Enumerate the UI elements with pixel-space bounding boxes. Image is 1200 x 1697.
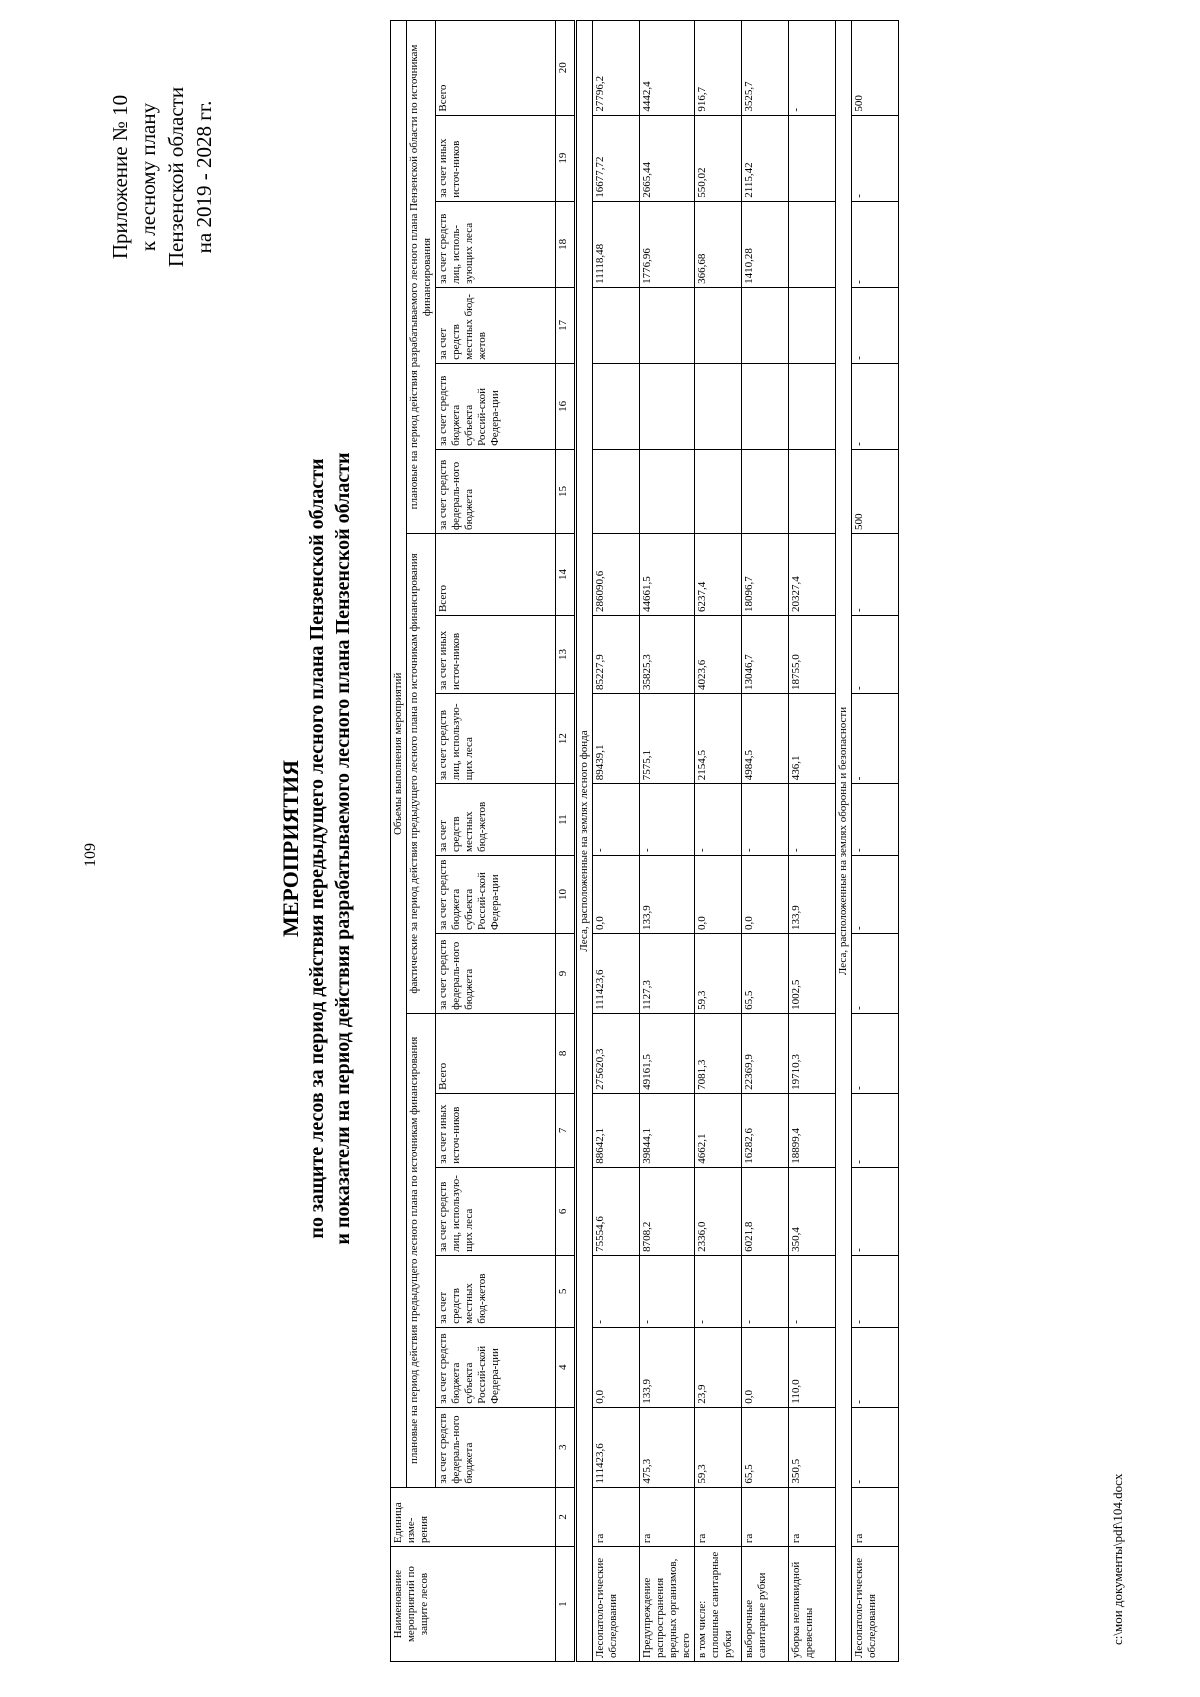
value-cell: 0,0 [593, 1327, 640, 1407]
header-name: Наименование мероприятий по защите лесов [391, 1547, 556, 1662]
value-cell: 44661,5 [640, 534, 695, 616]
value-cell: 1127,3 [640, 933, 695, 1013]
value-cell: 2154,5 [695, 693, 742, 783]
file-path-footer: c:\мои документы\pdf\104.docx [1110, 1473, 1125, 1645]
header-unit: Единица изме-рения [391, 1487, 556, 1546]
value-cell [593, 363, 640, 449]
column-number: 11 [556, 784, 576, 856]
value-cell: 4984,5 [742, 693, 789, 783]
value-cell: 366,68 [695, 201, 742, 287]
value-cell: 16282,6 [742, 1093, 789, 1167]
appendix-line: к лесному плану [136, 102, 160, 252]
appendix-line: Приложение № 10 [108, 94, 132, 260]
value-cell: 350,4 [789, 1167, 836, 1255]
value-cell: 2115,42 [742, 115, 789, 201]
table-row [789, 21, 836, 1662]
header-source: за счет средств местных бюд-жетов [436, 784, 556, 856]
value-cell: - [593, 1255, 640, 1327]
page-number: 109 [82, 843, 99, 867]
value-cell: 19710,3 [789, 1013, 836, 1093]
column-number: 16 [556, 363, 576, 449]
value-cell: 20327,4 [789, 534, 836, 616]
value-cell [640, 449, 695, 533]
column-number: 7 [556, 1093, 576, 1167]
value-cell: - [852, 363, 899, 449]
header-source: за счет средств бюджета субъекта Россий-ской Федера-ции [436, 1327, 556, 1407]
unit-cell: га [593, 1487, 640, 1546]
value-cell: 59,3 [695, 933, 742, 1013]
measure-name: Лесопатоло-гические обследования [852, 1547, 899, 1662]
measure-name: уборка неликвидной древесины [789, 1547, 836, 1662]
value-cell: 2665,44 [640, 115, 695, 201]
value-cell [695, 449, 742, 533]
measure-name: Лесопатоло-гические обследования [593, 1547, 640, 1662]
measure-name: выборочные санитарные рубки [742, 1547, 789, 1662]
column-number: 2 [556, 1487, 576, 1546]
value-cell: - [695, 784, 742, 856]
column-number: 10 [556, 856, 576, 934]
column-number: 13 [556, 616, 576, 694]
value-cell [789, 449, 836, 533]
value-cell: 111423,6 [593, 1407, 640, 1487]
value-cell: 500 [852, 449, 899, 533]
value-cell: 8708,2 [640, 1167, 695, 1255]
value-cell: 18755,0 [789, 616, 836, 694]
value-cell: 65,5 [742, 1407, 789, 1487]
column-number: 17 [556, 287, 576, 363]
value-cell: - [852, 693, 899, 783]
value-cell: 6021,8 [742, 1167, 789, 1255]
value-cell: 0,0 [742, 856, 789, 934]
value-cell: - [852, 115, 899, 201]
column-number: 4 [556, 1327, 576, 1407]
header-source: за счет иных источ-ников [436, 616, 556, 694]
value-cell: 4662,1 [695, 1093, 742, 1167]
value-cell: - [742, 784, 789, 856]
value-cell: - [852, 1407, 899, 1487]
value-cell: 0,0 [695, 856, 742, 934]
column-number: 20 [556, 21, 576, 116]
value-cell [593, 449, 640, 533]
value-cell: 88642,1 [593, 1093, 640, 1167]
value-cell: 23,9 [695, 1327, 742, 1407]
value-cell: 916,7 [695, 21, 742, 116]
header-source: за счет средств лиц, использую-щих леса [436, 693, 556, 783]
column-number: 9 [556, 933, 576, 1013]
value-cell: 27796,2 [593, 21, 640, 116]
value-cell [742, 287, 789, 363]
value-cell: - [852, 1167, 899, 1255]
value-cell [789, 287, 836, 363]
appendix-line: на 2019 - 2028 гг. [192, 100, 216, 254]
header-source: за счет иных источ-ников [436, 115, 556, 201]
header-volumes: Объемы выполнения мероприятий [391, 21, 407, 1488]
value-cell: 39844,1 [640, 1093, 695, 1167]
table-row [742, 21, 789, 1662]
value-cell: 16677,72 [593, 115, 640, 201]
table-row [852, 21, 899, 1662]
value-cell: 35825,3 [640, 616, 695, 694]
value-cell: 13046,7 [742, 616, 789, 694]
value-cell [640, 363, 695, 449]
value-cell: 0,0 [593, 856, 640, 934]
column-number: 12 [556, 693, 576, 783]
value-cell: - [852, 856, 899, 934]
value-cell: - [593, 784, 640, 856]
column-number: 15 [556, 449, 576, 533]
value-cell [789, 363, 836, 449]
column-number: 3 [556, 1407, 576, 1487]
title-line-1: МЕРОПРИЯТИЯ [278, 759, 303, 938]
value-cell: - [742, 1255, 789, 1327]
value-cell: 1002,5 [789, 933, 836, 1013]
value-cell: 7575,1 [640, 693, 695, 783]
value-cell: - [695, 1255, 742, 1327]
header-planned-prev: плановые на период действия предыдущего лесного плана по источникам финансирования [407, 1013, 436, 1487]
value-cell [695, 363, 742, 449]
value-cell: 133,9 [789, 856, 836, 934]
header-actual-prev: фактические за период действия предыдущего лесного плана по источникам финансирования [407, 534, 436, 1014]
value-cell: - [852, 784, 899, 856]
appendix-line: Пензенской области [164, 86, 188, 268]
value-cell: - [852, 1093, 899, 1167]
section-header: Леса, расположенные на землях лесного фонда [576, 21, 593, 1662]
value-cell [742, 449, 789, 533]
value-cell: 65,5 [742, 933, 789, 1013]
value-cell: 133,9 [640, 1327, 695, 1407]
value-cell: - [789, 21, 836, 116]
value-cell [640, 287, 695, 363]
unit-cell: га [695, 1487, 742, 1546]
unit-cell: га [742, 1487, 789, 1546]
measures-table [390, 20, 899, 1662]
title-line-2: по защите лесов за период действия передыдущего лесного плана Пензенской области [306, 458, 328, 1239]
value-cell: 22369,9 [742, 1013, 789, 1093]
value-cell: - [852, 1255, 899, 1327]
value-cell: 2336,0 [695, 1167, 742, 1255]
header-source: за счет средств местных бюд-жетов [436, 287, 556, 363]
section-header: Леса, расположенные на землях обороны и безопасности [836, 21, 852, 1662]
value-cell: 4442,4 [640, 21, 695, 116]
table-row [695, 21, 742, 1662]
value-cell: 18899,4 [789, 1093, 836, 1167]
header-source: за счет средств лиц, исполь-зующих леса [436, 201, 556, 287]
value-cell: 350,5 [789, 1407, 836, 1487]
header-source: за счет средств местных бюд-жетов [436, 1255, 556, 1327]
value-cell: 286090,6 [593, 534, 640, 616]
column-number: 1 [556, 1547, 576, 1662]
value-cell: - [640, 784, 695, 856]
value-cell: 133,9 [640, 856, 695, 934]
value-cell: 6237,4 [695, 534, 742, 616]
value-cell: 85227,9 [593, 616, 640, 694]
column-number: 8 [556, 1013, 576, 1093]
column-number: 14 [556, 534, 576, 616]
value-cell: - [852, 287, 899, 363]
value-cell: 4023,6 [695, 616, 742, 694]
table-row [593, 21, 640, 1662]
value-cell: 3525,7 [742, 21, 789, 116]
value-cell: - [852, 933, 899, 1013]
value-cell: 75554,6 [593, 1167, 640, 1255]
column-number: 5 [556, 1255, 576, 1327]
value-cell: 1410,28 [742, 201, 789, 287]
appendix-note [106, 17, 218, 337]
value-cell: - [852, 616, 899, 694]
header-source: за счет иных источ-ников [436, 1093, 556, 1167]
header-source: за счет средств лиц, использую-щих леса [436, 1167, 556, 1255]
value-cell: - [640, 1255, 695, 1327]
value-cell: 89439,1 [593, 693, 640, 783]
header-source: за счет средств федераль-ного бюджета [436, 449, 556, 533]
value-cell: - [789, 1255, 836, 1327]
unit-cell: га [852, 1487, 899, 1546]
value-cell: 49161,5 [640, 1013, 695, 1093]
measure-name: в том числе: сплошные санитарные рубки [695, 1547, 742, 1662]
value-cell: - [852, 201, 899, 287]
unit-cell: га [640, 1487, 695, 1546]
value-cell [593, 287, 640, 363]
header-source: Всего [436, 1013, 556, 1093]
value-cell: 475,3 [640, 1407, 695, 1487]
value-cell: 11118,48 [593, 201, 640, 287]
header-source: за счет средств федераль-ного бюджета [436, 1407, 556, 1487]
column-number: 19 [556, 115, 576, 201]
document-title [278, 130, 356, 1567]
unit-cell: га [789, 1487, 836, 1546]
value-cell: 436,1 [789, 693, 836, 783]
value-cell: 111423,6 [593, 933, 640, 1013]
value-cell: - [852, 1327, 899, 1407]
value-cell [789, 201, 836, 287]
header-planned-new: плановые на период действия разрабатываемого лесного плана Пензенской области по источникам финансирования [407, 21, 436, 534]
value-cell: 59,3 [695, 1407, 742, 1487]
value-cell: 7081,3 [695, 1013, 742, 1093]
value-cell [742, 363, 789, 449]
header-source: за счет средств федераль-ного бюджета [436, 933, 556, 1013]
value-cell: 500 [852, 21, 899, 116]
measure-name: Предупреждение распространения вредных организмов, всего [640, 1547, 695, 1662]
column-number: 18 [556, 201, 576, 287]
table-row [640, 21, 695, 1662]
title-line-3: и показатели на период действия разрабатываемого лесного плана Пензенской области [332, 452, 354, 1245]
value-cell: - [852, 534, 899, 616]
header-source: за счет средств бюджета субъекта Россий-ской Федера-ции [436, 856, 556, 934]
column-number: 6 [556, 1167, 576, 1255]
value-cell [789, 115, 836, 201]
value-cell: 110,0 [789, 1327, 836, 1407]
value-cell: - [852, 1013, 899, 1093]
value-cell: - [789, 784, 836, 856]
header-source: за счет средств бюджета субъекта Россий-ской Федера-ции [436, 363, 556, 449]
value-cell [695, 287, 742, 363]
value-cell: 1776,96 [640, 201, 695, 287]
value-cell: 0,0 [742, 1327, 789, 1407]
header-source: Всего [436, 534, 556, 616]
header-source: Всего [436, 21, 556, 116]
value-cell: 275620,3 [593, 1013, 640, 1093]
value-cell: 18096,7 [742, 534, 789, 616]
value-cell: 550,02 [695, 115, 742, 201]
